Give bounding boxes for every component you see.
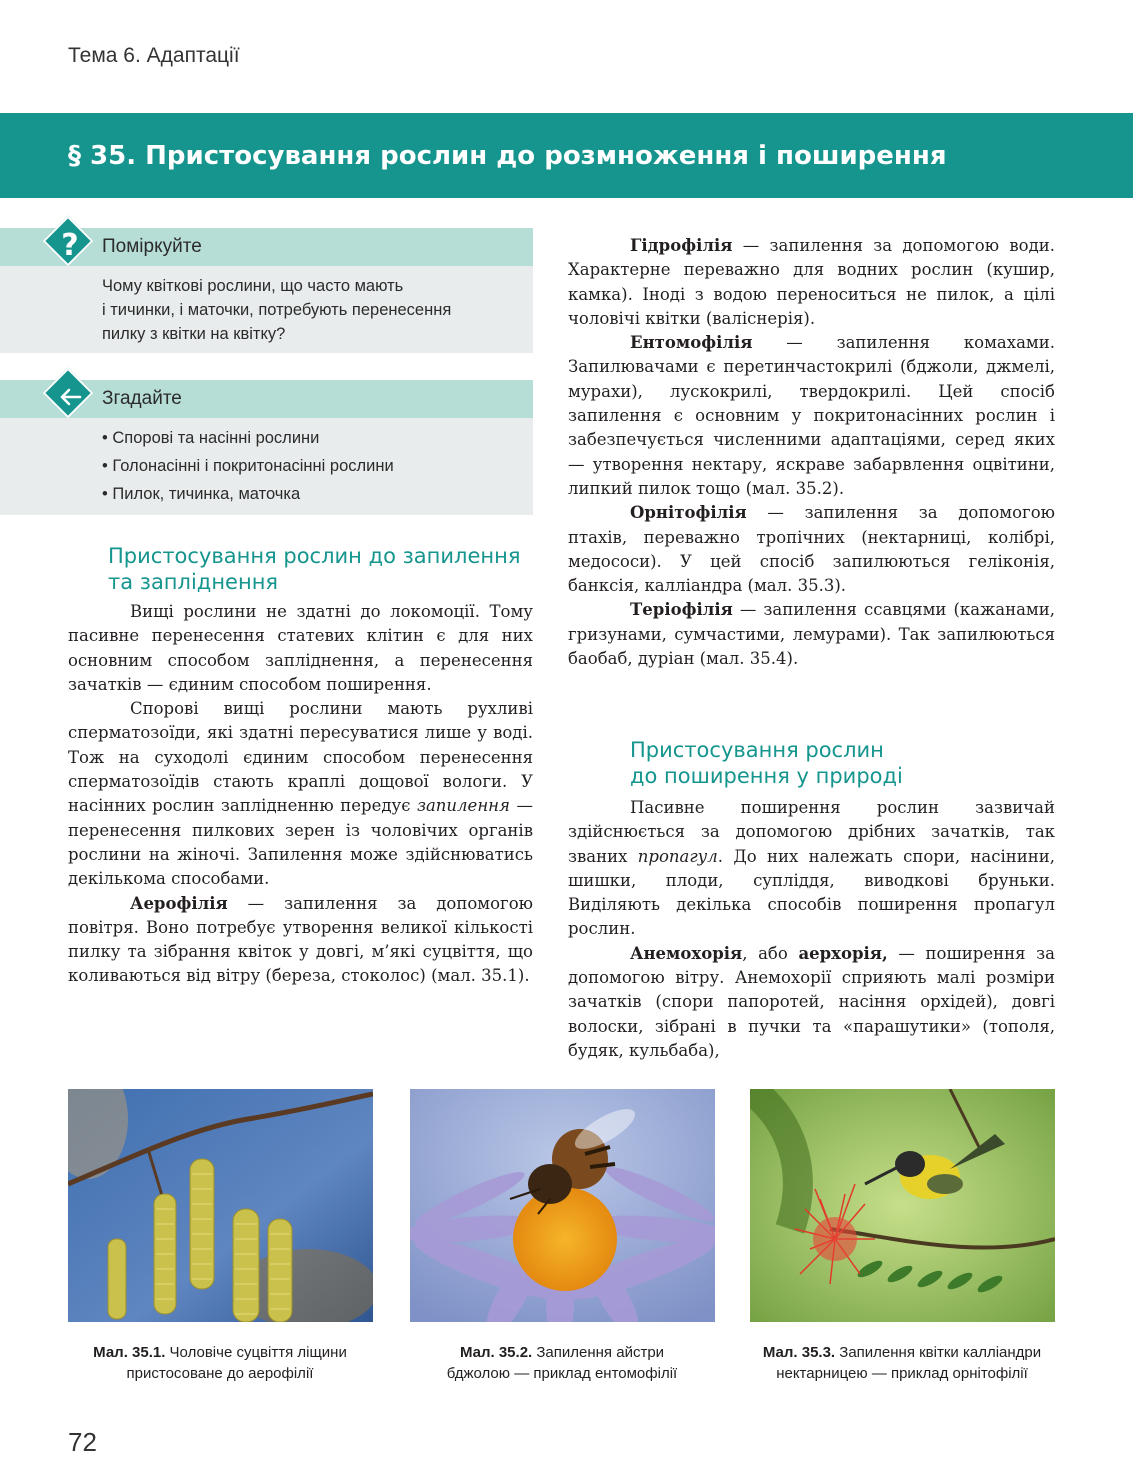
recall-box — [0, 380, 533, 515]
caption-fig-35-2 — [397, 1342, 727, 1384]
right-column-text-2 — [568, 796, 1055, 1063]
heading-line: Пристосування рослин до запилення — [108, 544, 521, 568]
section-heading-dispersal — [630, 737, 1060, 789]
caption-fig-35-3 — [737, 1342, 1067, 1384]
list-item: • Пилок, тичинка, маточка — [102, 482, 394, 506]
title-bar — [0, 113, 1133, 198]
list-item: • Спорові та насінні рослини — [102, 426, 394, 450]
caption-text: Запилення квітки калліандри — [835, 1344, 1042, 1361]
paragraph: Спорові вищі рослини мають рухливі сперматозоїди, які здатні пересуватися лише у воді. Тож на суходолі єдиним способом перенесення сперматозоїдів стають краплі дощової вологи. У насінних рослин заплідненню передує запилення — перенесення пилкових зерен із чоловічих органів рослини на жіночі. Запилення може здійснюватись декількома способами. — [68, 699, 533, 889]
paragraph: Ентомофілія — запилення комахами. Запилювачами є перетинчастокрилі (бджоли, джмелі, мурахи), лускокрилі, твердокрилі. Цей спосіб запилення є основним у покритонасінних рослин і забезпечується численними адаптаціями, серед яких — утворення нектару, яскраве забарвлення оцвітини, липкий пилок тощо (мал. 35.2). — [568, 333, 1055, 498]
paragraph: Вищі рослини не здатні до локомоції. Тому пасивне перенесення статевих клітин є для них основним способом запліднення, а перенесення зачатків — єдиним способом поширення. — [68, 602, 533, 694]
paragraph: Пасивне поширення рослин зазвичай здійснюється за допомогою дрібних зачатків, так званих пропагул. До них належать спори, насінини, шишки, плоди, супліддя, виводкові бруньки. Виділяють декілька способів поширення пропагул рослин. — [568, 798, 1056, 939]
think-box-text — [102, 274, 451, 346]
heading-line: Пристосування рослин — [630, 738, 884, 762]
photo-sunbird-calliandra — [750, 1089, 1055, 1322]
caption-text: бджолою — приклад ентомофілії — [446, 1365, 678, 1382]
recall-box-list — [102, 426, 394, 510]
think-box-label: Поміркуйте — [102, 236, 202, 257]
photo-bee-aster — [410, 1089, 715, 1322]
section-heading-pollination — [108, 543, 538, 595]
heading-line: до поширення у природі — [630, 764, 903, 788]
paragraph: Гідрофілія — запилення за допомогою води. Характерне переважно для водних рослин (кушир, камка). Іноді з водою переноситься не пилок, а цілі чоловічі квітки (валіснерія). — [568, 236, 1055, 328]
right-column-text — [568, 234, 1055, 671]
caption-text: Запилення айстри — [532, 1344, 665, 1361]
caption-number: Мал. 35.1. — [93, 1344, 166, 1361]
paragraph: Орнітофілія — запилення за допомогою птахів, переважно тропічних (нектарниці, колібрі, медососи). У цей спосіб запилюються геліконія, банксія, калліандра (мал. 35.3). — [568, 503, 1055, 596]
topic-header: Тема 6. Адаптації — [68, 44, 240, 67]
caption-text: Чоловіче суцвіття ліщини — [165, 1344, 347, 1361]
think-box — [0, 228, 533, 353]
caption-text: нектарницею — приклад орнітофілії — [776, 1365, 1028, 1382]
recall-box-label: Згадайте — [102, 388, 182, 409]
paragraph: Анемохорія, або аерхорія, — поширення за допомогою вітру. Анемохорії сприяють малі розміри зачатків (спори папоротей, насіння орхідей), довгі волоски, зібрані в пучки та «парашутики» (тополя, будяк, кульбаба), — [568, 943, 1055, 1060]
caption-number: Мал. 35.2. — [459, 1344, 533, 1361]
think-line: пилку з квітки на квітку? — [102, 325, 286, 343]
caption-text: пристосоване до аерофілії — [126, 1365, 314, 1382]
think-line: і тичинки, і маточки, потребують перенесення — [102, 301, 452, 319]
page-title: § 35. Пристосування рослин до розмноження і поширення — [68, 141, 947, 171]
list-item: • Голонасінні і покритонасінні рослини — [102, 454, 394, 478]
question-icon: ? — [61, 228, 79, 263]
heading-line: та запліднення — [108, 570, 279, 594]
arrow-left-icon — [50, 375, 90, 423]
paragraph: Теріофілія — запилення ссавцями (кажанами, гризунами, сумчастими, лемурами). Так запилюються баобаб, дуріан (мал. 35.4). — [568, 600, 1055, 669]
paragraph: Аерофілія — запилення за допомогою повітря. Воно потребує утворення великої кількості пилку та зібрання квіток у довгі, м’які суцвіття, що коливаються від вітру (береза, стоколос) (мал. 35.1). — [68, 893, 533, 986]
page-number: 72 — [68, 1427, 97, 1457]
caption-number: Мал. 35.3. — [762, 1344, 836, 1361]
left-column-text — [68, 600, 533, 989]
caption-fig-35-1 — [55, 1342, 385, 1384]
think-line: Чому квіткові рослини, що часто мають — [102, 277, 404, 295]
photo-hazel-catkins — [68, 1089, 373, 1322]
